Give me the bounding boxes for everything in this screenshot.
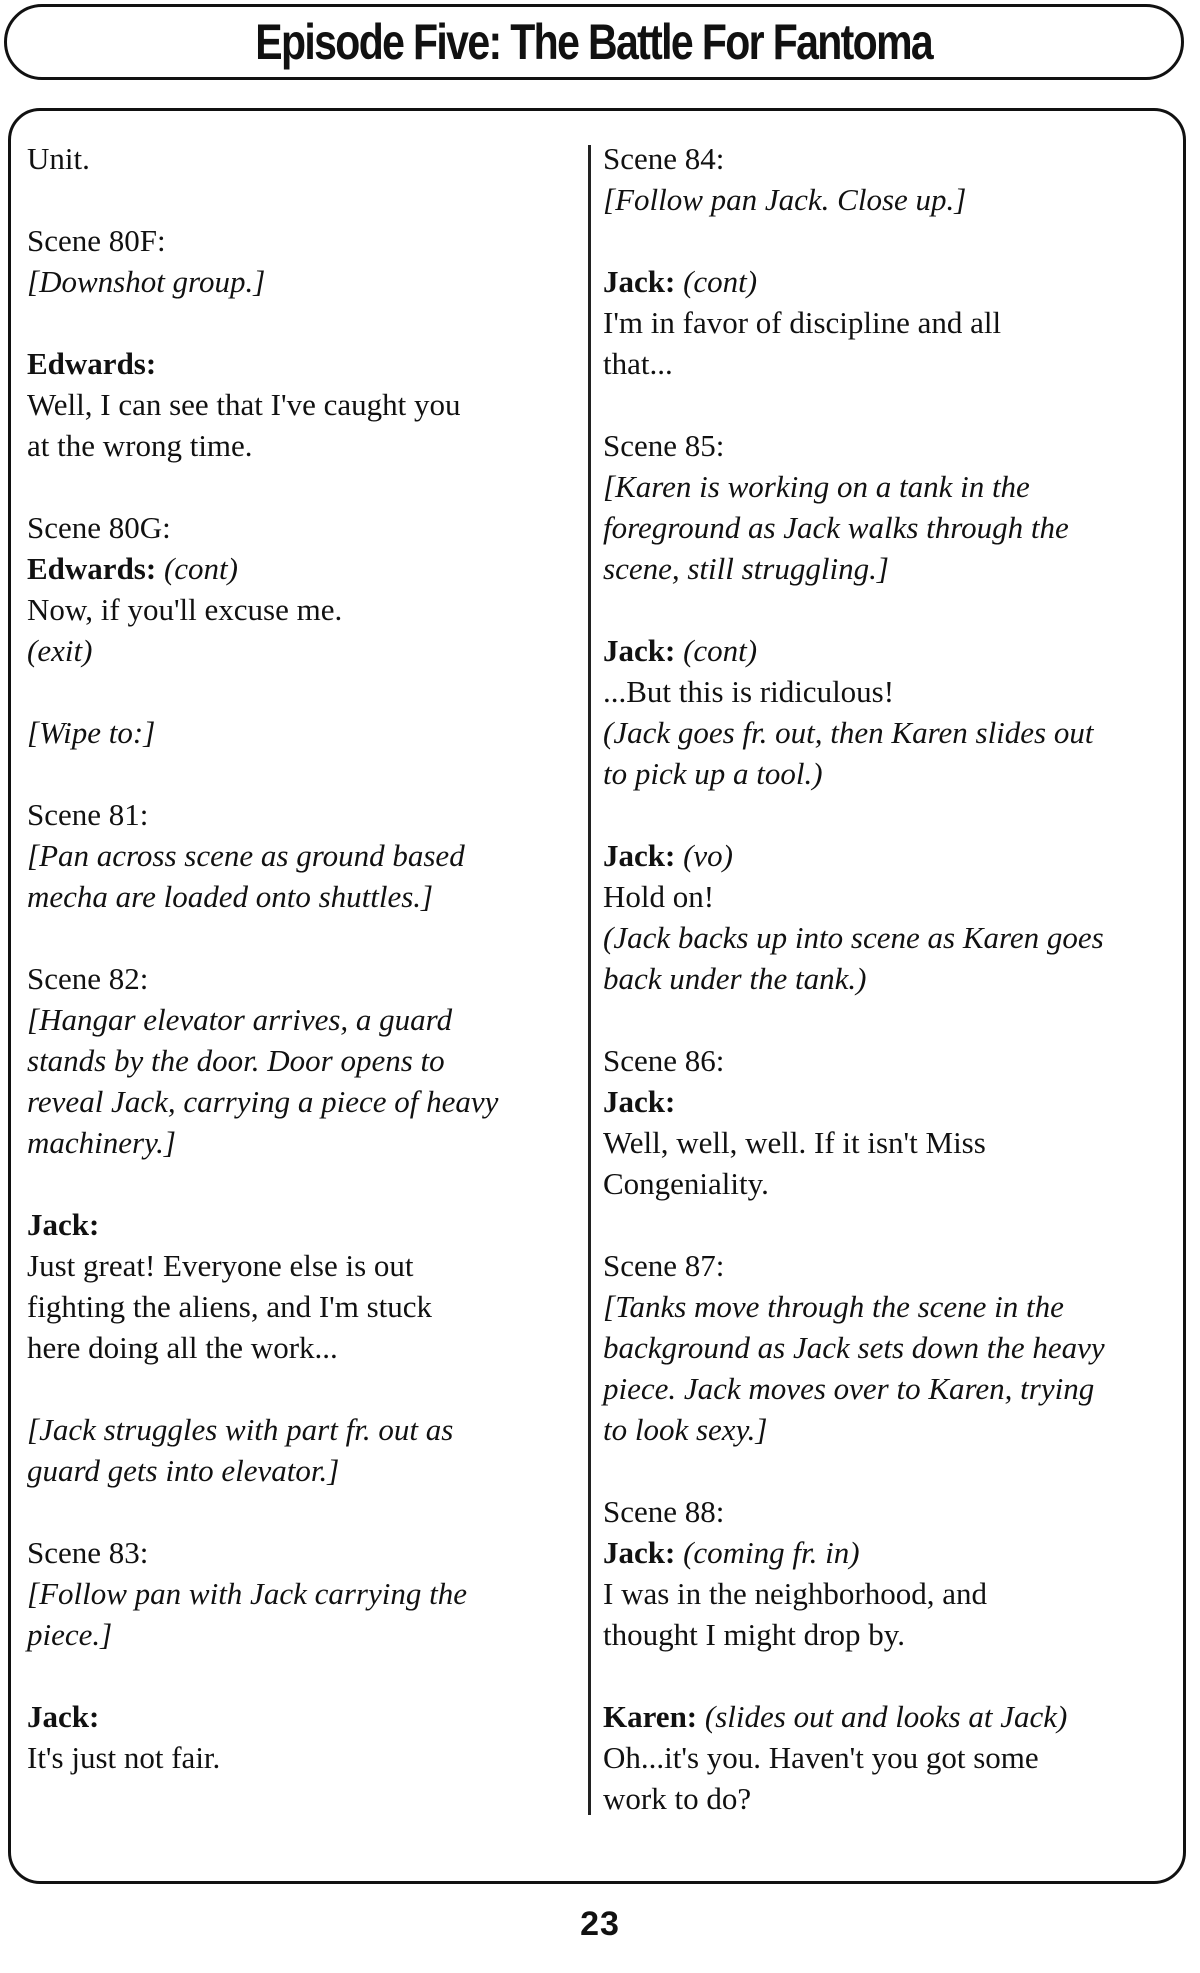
speaker-parenthetical: (cont) — [675, 633, 758, 668]
dialogue-line: that... — [603, 346, 673, 381]
dialogue-line: Hold on! — [603, 879, 715, 914]
dialogue-line: here doing all the work... — [27, 1330, 338, 1365]
stage-direction: [Pan across scene as ground based — [27, 838, 465, 873]
scene-heading: Scene 86: — [603, 1043, 725, 1078]
speaker-label: Jack: — [603, 264, 676, 299]
script-block — [27, 138, 587, 179]
speaker-name — [603, 1696, 1163, 1737]
speaker-parenthetical: (cont) — [156, 551, 238, 586]
speaker-name — [603, 261, 1163, 302]
script-block — [603, 1040, 1163, 1204]
script-block — [603, 1245, 1163, 1450]
speaker-label: Jack: — [603, 633, 676, 668]
stage-direction: piece.] — [27, 1617, 113, 1652]
speaker-name: Jack: — [27, 1699, 100, 1734]
script-block — [603, 138, 1163, 220]
stage-direction: [Tanks move through the scene in the — [603, 1289, 1064, 1324]
speaker-parenthetical: (coming fr. in) — [675, 1535, 860, 1570]
script-block — [603, 1696, 1163, 1819]
speaker-parenthetical: (slides out and looks at Jack) — [697, 1699, 1068, 1734]
dialogue-line: I'm in favor of discipline and all — [603, 305, 1002, 340]
scene-heading: Scene 80F: — [27, 223, 166, 258]
stage-direction: mecha are loaded onto shuttles.] — [27, 879, 434, 914]
episode-title-banner — [4, 4, 1184, 80]
dialogue-line: thought I might drop by. — [603, 1617, 905, 1652]
speaker-label: Jack: — [603, 1535, 676, 1570]
stage-direction: machinery.] — [27, 1125, 176, 1160]
script-block — [27, 958, 587, 1163]
page-number: 23 — [580, 1905, 620, 1943]
dialogue-line: at the wrong time. — [27, 428, 253, 463]
stage-direction: to pick up a tool.) — [603, 756, 823, 791]
stage-direction: [Karen is working on a tank in the — [603, 469, 1030, 504]
script-block — [603, 261, 1163, 384]
stage-direction: (exit) — [27, 633, 93, 668]
scene-heading: Scene 87: — [603, 1248, 725, 1283]
stage-direction: (Jack goes fr. out, then Karen slides out — [603, 715, 1094, 750]
script-block — [27, 1532, 587, 1655]
stage-direction: background as Jack sets down the heavy — [603, 1330, 1105, 1365]
dialogue-line: work to do? — [603, 1781, 752, 1816]
right-script-column — [603, 138, 1163, 1860]
stage-direction: (Jack backs up into scene as Karen goes — [603, 920, 1104, 955]
dialogue-line: I was in the neighborhood, and — [603, 1576, 987, 1611]
dialogue-line: Now, if you'll excuse me. — [27, 592, 343, 627]
dialogue-line: Just great! Everyone else is out — [27, 1248, 414, 1283]
stage-direction: [Jack struggles with part fr. out as — [27, 1412, 454, 1447]
scene-heading: Scene 84: — [603, 141, 725, 176]
stage-direction: reveal Jack, carrying a piece of heavy — [27, 1084, 499, 1119]
stage-direction: [Wipe to:] — [27, 715, 156, 750]
speaker-label: Jack: — [603, 838, 676, 873]
speaker-parenthetical: (cont) — [675, 264, 758, 299]
script-block — [27, 220, 587, 302]
script-block — [27, 794, 587, 917]
speaker-parenthetical: (vo) — [675, 838, 733, 873]
stage-direction: [Follow pan with Jack carrying the — [27, 1576, 467, 1611]
stage-direction: piece. Jack moves over to Karen, trying — [603, 1371, 1095, 1406]
stage-direction: [Downshot group.] — [27, 264, 266, 299]
stage-direction: back under the tank.) — [603, 961, 867, 996]
stage-direction: [Follow pan Jack. Close up.] — [603, 182, 967, 217]
scene-heading: Scene 85: — [603, 428, 725, 463]
scene-heading: Scene 81: — [27, 797, 149, 832]
speaker-name — [603, 1532, 1163, 1573]
scene-heading: Scene 88: — [603, 1494, 725, 1529]
stage-direction: [Hangar elevator arrives, a guard — [27, 1002, 453, 1037]
scene-heading: Scene 80G: — [27, 510, 171, 545]
action-line: Unit. — [27, 141, 90, 176]
stage-direction: stands by the door. Door opens to — [27, 1043, 445, 1078]
dialogue-line: ...But this is ridiculous! — [603, 674, 895, 709]
script-block — [27, 1204, 587, 1368]
dialogue-line: Oh...it's you. Haven't you got some — [603, 1740, 1039, 1775]
script-block — [27, 1696, 587, 1778]
scene-heading: Scene 82: — [27, 961, 149, 996]
script-block — [27, 712, 587, 753]
column-divider — [588, 145, 591, 1815]
speaker-name — [27, 548, 587, 589]
dialogue-line: Well, well, well. If it isn't Miss — [603, 1125, 986, 1160]
dialogue-line: Congeniality. — [603, 1166, 769, 1201]
script-block — [27, 1409, 587, 1491]
speaker-name: Jack: — [603, 1084, 676, 1119]
speaker-name: Edwards: — [27, 346, 157, 381]
script-block — [603, 835, 1163, 999]
stage-direction: guard gets into elevator.] — [27, 1453, 340, 1488]
stage-direction: scene, still struggling.] — [603, 551, 889, 586]
dialogue-line: fighting the aliens, and I'm stuck — [27, 1289, 433, 1324]
page-title: Episode Five: The Battle For Fantoma — [255, 14, 933, 70]
left-script-column — [27, 138, 587, 1819]
dialogue-line: It's just not fair. — [27, 1740, 221, 1775]
speaker-label: Karen: — [603, 1699, 698, 1734]
script-block — [603, 1491, 1163, 1655]
speaker-label: Edwards: — [27, 551, 157, 586]
stage-direction: foreground as Jack walks through the — [603, 510, 1069, 545]
script-block — [27, 507, 587, 671]
scene-heading: Scene 83: — [27, 1535, 149, 1570]
speaker-name — [603, 630, 1163, 671]
script-block — [27, 343, 587, 466]
speaker-name: Jack: — [27, 1207, 100, 1242]
script-block — [603, 630, 1163, 794]
speaker-name — [603, 835, 1163, 876]
stage-direction: to look sexy.] — [603, 1412, 768, 1447]
dialogue-line: Well, I can see that I've caught you — [27, 387, 461, 422]
script-block — [603, 425, 1163, 589]
